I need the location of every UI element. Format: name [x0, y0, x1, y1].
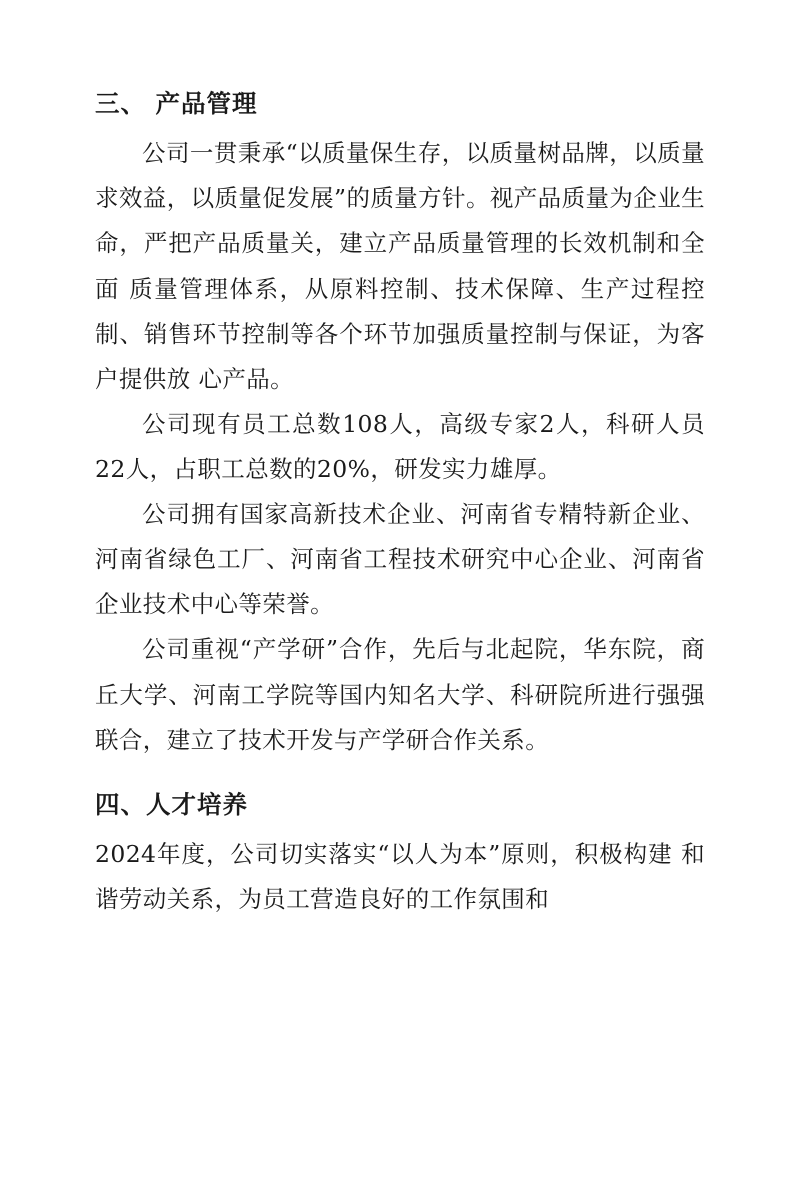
section-heading-product-management: 三、 产品管理	[95, 89, 258, 118]
paragraph: 公司一贯秉承“以质量保生存，以质量树品牌，以质量求效益，以质量促发展”的质量方针。视产品质量为企业生命，严把产品质量关，建立产品质量管理的长效机制和全面 质量管理体系，从原料控制、技术保障、生产过程控制、销售环节控制等各个环节加强质量控制与保证，为客户提供放 心产品。	[95, 139, 705, 393]
section-heading-talent-development: 四、人才培养	[95, 789, 248, 819]
document-body	[95, 84, 705, 922]
paragraph: 2024年度，公司切实落实“以人为本”原则，积极构建 和谐劳动关系，为员工营造良好的工作氛围和	[95, 839, 705, 914]
paragraph: 公司现有员工总数108人，高级专家2人，科研人员22人，占职工总数的20%，研发实力雄厚。	[95, 409, 705, 483]
paragraph: 公司重视“产学研”合作，先后与北起院，华东院，商丘大学、河南工学院等国内知名大学、科研院所进行强强联合，建立了技术开发与产学研合作关系。	[95, 635, 705, 754]
paragraph: 公司拥有国家高新技术企业、河南省专精特新企业、河南省绿色工厂、河南省工程技术研究中心企业、河南省企业技术中心等荣誉。	[95, 500, 705, 619]
